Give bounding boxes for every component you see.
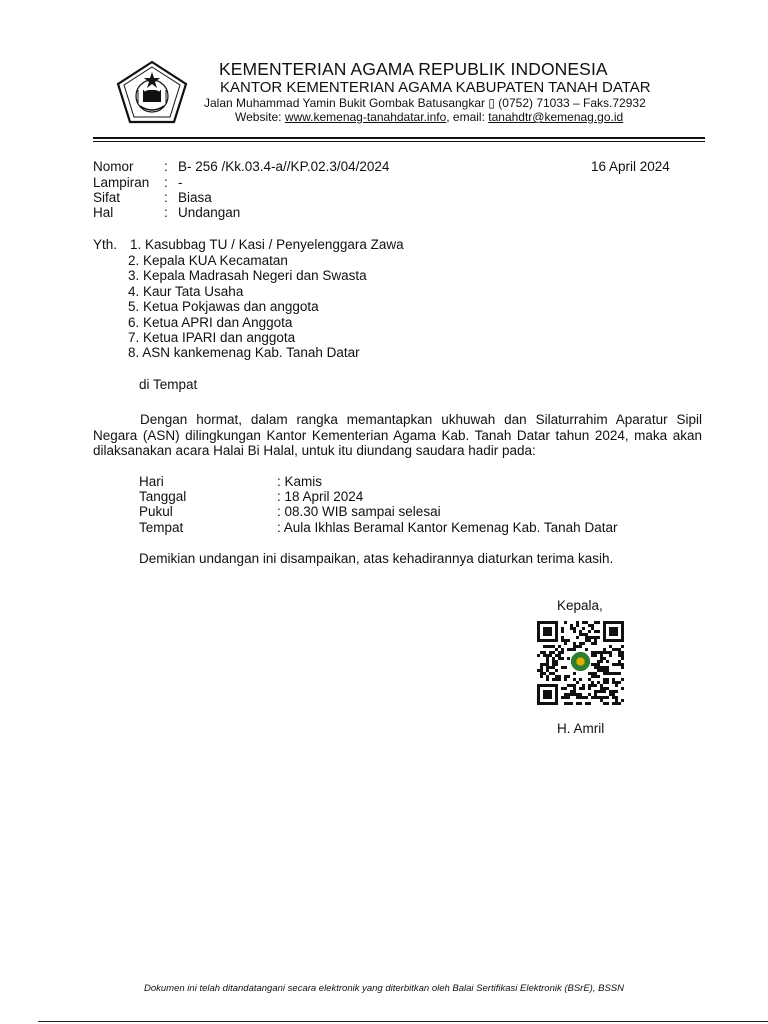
letter-date: 16 April 2024 — [591, 159, 670, 174]
recipient-item: 3. Kepala Madrasah Negeri dan Swasta — [128, 268, 367, 283]
lampiran-colon: : — [164, 175, 168, 190]
letterhead-title: KEMENTERIAN AGAMA REPUBLIK INDONESIA — [219, 59, 608, 79]
recipient-item: 5. Ketua Pokjawas dan anggota — [128, 299, 319, 314]
detail-label: Tanggal — [139, 489, 187, 504]
hal-value: Undangan — [178, 205, 241, 220]
recipient-prefix: Yth. — [93, 237, 118, 252]
nomor-value: B- 256 /Kk.03.4-a//KP.02.3/04/2024 — [178, 159, 390, 174]
sifat-value: Biasa — [178, 190, 212, 205]
detail-value: : Aula Ikhlas Beramal Kantor Kemenag Kab. Tanah Datar — [277, 520, 618, 535]
recipient-item: 4. Kaur Tata Usaha — [128, 284, 244, 299]
website-label: Website: — [235, 110, 285, 124]
body-paragraph — [93, 412, 702, 459]
email-link[interactable]: tanahdtr@kemenag.go.id — [488, 110, 624, 124]
signature-name: H. Amril — [557, 721, 605, 736]
letterhead-office: KANTOR KEMENTERIAN AGAMA KABUPATEN TANAH DATAR — [220, 79, 651, 96]
recipient-item: 2. Kepala KUA Kecamatan — [128, 253, 288, 268]
website-link[interactable]: www.kemenag-tanahdatar.info — [284, 110, 447, 124]
email-label: , email: — [446, 110, 489, 124]
signature-title: Kepala, — [557, 598, 603, 613]
sifat-colon: : — [164, 190, 168, 205]
detail-label: Hari — [139, 474, 164, 489]
hal-label: Hal — [93, 205, 114, 220]
letterhead-address: Jalan Muhammad Yamin Bukit Gombak Batusangkar ▯ (0752) 71033 – Faks.72932 — [204, 96, 646, 110]
closing-sentence: Demikian undangan ini disampaikan, atas kehadirannya diaturkan terima kasih. — [139, 551, 614, 566]
qr-code-signature-icon — [537, 621, 624, 705]
detail-value: : Kamis — [277, 474, 323, 489]
ministry-emblem-icon — [116, 60, 188, 124]
lampiran-label: Lampiran — [93, 175, 150, 190]
letterhead-rule-thin — [93, 141, 705, 142]
lampiran-value: - — [178, 175, 183, 190]
detail-label: Tempat — [139, 520, 184, 535]
recipient-item: 6. Ketua APRI dan Anggota — [128, 315, 293, 330]
nomor-colon: : — [164, 159, 168, 174]
nomor-label: Nomor — [93, 159, 134, 174]
hal-colon: : — [164, 205, 168, 220]
letterhead-contact — [235, 110, 623, 124]
recipient-item: 8. ASN kankemenag Kab. Tanah Datar — [128, 345, 360, 360]
sifat-label: Sifat — [93, 190, 121, 205]
footer-note: Dokumen ini telah ditandatangani secara elektronik yang diterbitkan oleh Balai Sertifikasi Elektronik (BSrE), BSSN — [144, 983, 624, 994]
recipient-place: di Tempat — [139, 377, 198, 392]
letterhead-rule-thick — [93, 137, 705, 139]
recipient-item: 1. Kasubbag TU / Kasi / Penyelenggara Zawa — [130, 237, 404, 252]
detail-value: : 18 April 2024 — [277, 489, 364, 504]
detail-label: Pukul — [139, 504, 173, 519]
detail-value: : 08.30 WIB sampai selesai — [277, 504, 441, 519]
body-paragraph-text: Dengan hormat, dalam rangka memantapkan ukhuwah dan Silaturrahim Aparatur Sipil Negara (ASN) dilingkungan Kantor Kementerian Agama Kab. Tanah Datar tahun 2024, maka akan dilaksanakan acara Halai Bi Halal, untuk itu diundang saudara hadir pada: — [93, 412, 702, 458]
footer-rule — [38, 1021, 768, 1022]
recipient-item: 7. Ketua IPARI dan anggota — [128, 330, 296, 345]
